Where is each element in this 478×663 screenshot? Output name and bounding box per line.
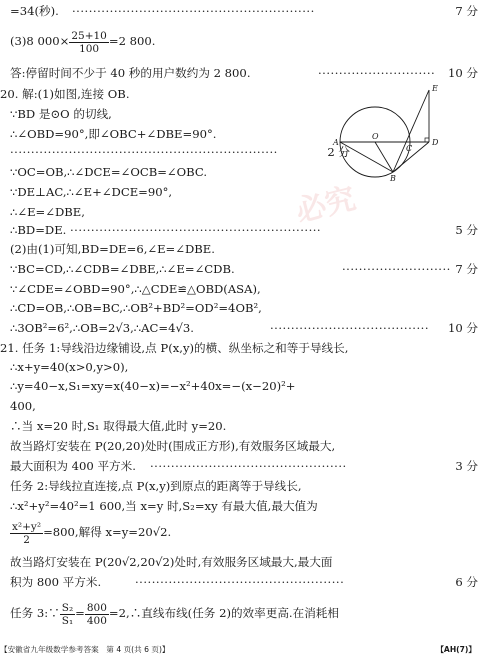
line-text: ∵DE⊥AC,∴∠E+∠DCE=90°,	[10, 185, 173, 199]
line-text: ∵BD 是⊙O 的切线,	[10, 107, 112, 121]
line-text: ∵BC=CD,∴∠CDB=∠DBE,∴∠E=∠CDB.	[10, 262, 235, 276]
answer-line	[0, 554, 478, 571]
answer-line	[0, 26, 478, 56]
dot-leader: ····························································	[70, 223, 322, 237]
answer-line	[0, 3, 478, 20]
label-c: C	[406, 144, 413, 153]
line-text: 最大面积为 400 平方米.	[10, 459, 136, 473]
line-text: 任务 3:∵	[10, 606, 60, 620]
answer-line	[0, 498, 478, 515]
answer-line	[0, 261, 478, 278]
answer-line	[0, 458, 478, 475]
line-text: ∴∠OBD=90°,即∠OBC+∠DBE=90°.	[10, 127, 217, 141]
line-text: ∴3OB²=6²,∴OB=2√3,∴AC=4√3.	[10, 321, 194, 335]
dot-leader: ··················································	[135, 575, 345, 589]
fraction	[60, 602, 75, 627]
fraction-numerator: S₂	[61, 601, 74, 614]
line-text-after: =	[75, 606, 85, 620]
points-label: 3 分	[455, 459, 478, 473]
dot-leader: ································································	[10, 145, 278, 159]
right-angle-mark	[425, 138, 429, 142]
line-text: 400,	[10, 399, 36, 413]
dot-leader: ··························	[342, 262, 451, 276]
answer-line	[0, 184, 478, 201]
label-o: O	[372, 132, 379, 141]
answer-line	[0, 516, 478, 548]
answer-line	[0, 359, 478, 376]
segment-ab	[340, 142, 393, 172]
answer-line	[0, 340, 478, 357]
dot-leader: ··························································	[72, 4, 315, 18]
points-label: 2 分	[327, 145, 350, 159]
dot-leader: ····························	[318, 66, 436, 80]
watermark: 必究	[292, 181, 360, 230]
label-e: E	[432, 84, 438, 93]
answer-line	[0, 378, 478, 395]
answer-line	[0, 596, 478, 630]
line-text: 21. 任务 1:导线沿边缘铺设,点 P(x,y)的横、纵坐标之和等于导线长,	[0, 341, 349, 355]
answer-line	[0, 398, 478, 415]
line-text: ∴x+y=40(x>0,y>0),	[10, 360, 129, 374]
answer-line	[0, 574, 478, 591]
label-b: B	[390, 174, 396, 183]
line-text: 故当路灯安装在 P(20,20)处时(围成正方形),有效服务区域最大,	[10, 439, 336, 453]
answer-line	[0, 478, 478, 495]
line-text: 20. 解:(1)如图,连接 OB.	[0, 87, 130, 101]
line-text-after: =800,解得 x=y=20√2.	[43, 525, 172, 539]
answer-line	[0, 320, 478, 337]
line-text: 任务 2:导线拉直连接,点 P(x,y)到原点的距离等于导线长,	[10, 479, 302, 493]
fraction	[10, 521, 43, 546]
fraction	[69, 30, 109, 55]
dot-leader: ······································	[270, 321, 430, 335]
line-text: =34(秒).	[10, 4, 59, 18]
fraction-denominator: 400	[86, 614, 107, 627]
fraction-numerator: 800	[86, 601, 107, 614]
line-text: ∴当 x=20 时,S₁ 取得最大值,此时 y=20.	[10, 419, 227, 433]
line-text: 积为 800 平方米.	[10, 575, 102, 589]
line-text: ∴BD=DE.	[10, 223, 67, 237]
points-label: 6 分	[455, 575, 478, 589]
line-text: ∴x²+y²=40²=1 600,当 x=y 时,S₂=xy 有最大值,最大值为	[10, 499, 318, 513]
answer-line	[0, 204, 478, 221]
fraction-denominator: 100	[79, 42, 100, 55]
page-footer	[0, 643, 478, 657]
answer-line	[0, 418, 478, 435]
line-text: ∴∠E=∠DBE,	[10, 205, 85, 219]
points-label: 10 分	[447, 66, 478, 80]
line-text: 答:停留时间不少于 40 秒的用户数约为 2 800.	[10, 66, 251, 80]
line-text-after: =2,∴直线布线(任务 2)的效率更高.在消耗相	[108, 606, 339, 620]
line-text: 故当路灯安装在 P(20√2,20√2)处时,有效服务区域最大,最大面	[10, 555, 333, 569]
points-label: 10 分	[447, 321, 478, 335]
answer-line	[0, 281, 478, 298]
answer-line	[0, 438, 478, 455]
segment-ob	[375, 142, 393, 172]
line-text-after: =2 800.	[108, 34, 156, 48]
points-label: 5 分	[455, 223, 478, 237]
label-a: A	[333, 138, 339, 147]
points-label: 7 分	[455, 262, 478, 276]
line-text: (3)8 000×	[10, 34, 70, 48]
line-text: ∴CD=OB,∴OB=BC,∴OB²+BD²=OD²=4OB²,	[10, 301, 262, 315]
line-text: ∵OC=OB,∴∠DCE=∠OCB=∠OBC.	[10, 165, 208, 179]
line-text: ∵∠CDE=∠OBD=90°,∴△CDE≌△OBD(ASA),	[10, 282, 261, 296]
answer-line	[0, 300, 478, 317]
answer-line	[0, 65, 478, 82]
line-text: ∴y=40−x,S₁=xy=x(40−x)=−x²+40x=−(x−20)²+	[10, 379, 296, 393]
geometry-figure	[335, 82, 453, 182]
segment-be	[393, 90, 429, 172]
label-d: D	[432, 138, 439, 147]
fraction-numerator: x²+y²	[12, 520, 42, 533]
fraction-denominator: 2	[23, 533, 30, 546]
line-text: (2)由(1)可知,BD=DE=6,∠E=∠DBE.	[10, 242, 215, 256]
fraction-numerator: 25+10	[71, 29, 107, 42]
points-label: 7 分	[455, 4, 478, 18]
fraction-denominator: S₁	[61, 614, 74, 627]
footer-right: 【AH(7)】	[436, 645, 476, 654]
fraction	[85, 602, 109, 627]
dot-leader: ···············································	[150, 459, 347, 473]
answer-line	[0, 241, 478, 258]
footer-left: 【安徽省九年级数学参考答案 第 4 页(共 6 页)】	[0, 645, 170, 654]
answer-line	[0, 222, 478, 239]
